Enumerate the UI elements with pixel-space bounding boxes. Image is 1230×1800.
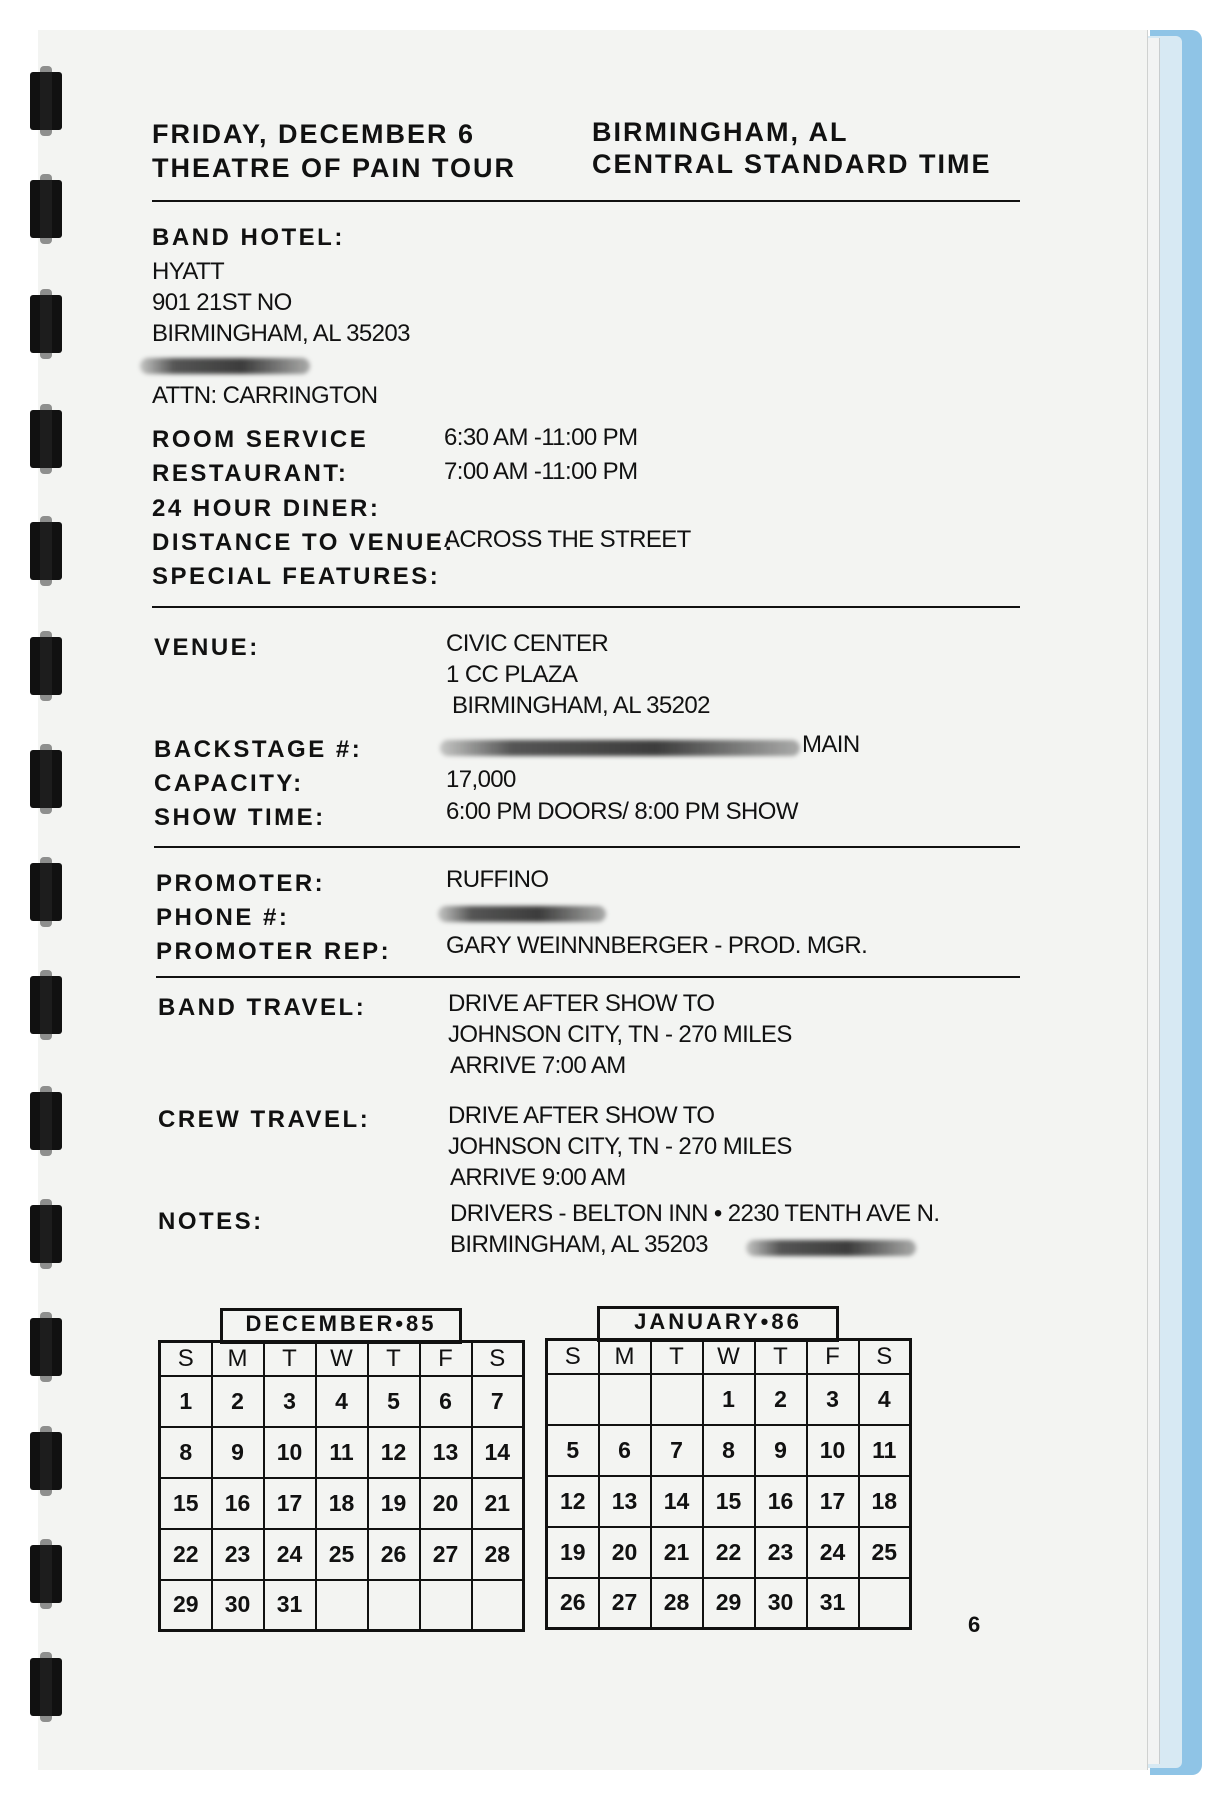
calendar-day: 13 — [420, 1427, 472, 1478]
calendar-day: 7 — [651, 1425, 703, 1476]
weekday-header: M — [212, 1342, 264, 1376]
crew-travel-line-1: DRIVE AFTER SHOW TO — [448, 1102, 715, 1129]
header-date: FRIDAY, DECEMBER 6 — [152, 119, 476, 149]
weekday-header: M — [599, 1340, 651, 1374]
promoter-name: RUFFINO — [446, 866, 549, 893]
december-calendar — [158, 1340, 525, 1632]
binding-ring — [30, 1432, 62, 1490]
venue-address-1: 1 CC PLAZA — [446, 661, 578, 688]
weekday-header: S — [547, 1340, 599, 1374]
calendar-day: 15 — [160, 1478, 212, 1529]
calendar-day: 12 — [368, 1427, 420, 1478]
calendar-day: 25 — [316, 1529, 368, 1580]
calendar-day — [859, 1578, 911, 1629]
calendar-day: 30 — [755, 1578, 807, 1629]
calendar-day: 2 — [212, 1376, 264, 1427]
weekday-header: W — [703, 1340, 755, 1374]
distance-label: DISTANCE TO VENUE: — [152, 529, 455, 556]
calendar-day: 23 — [755, 1527, 807, 1578]
calendar-day — [547, 1374, 599, 1425]
calendar-week — [547, 1374, 911, 1425]
calendar-day: 22 — [703, 1527, 755, 1578]
calendar-day: 22 — [160, 1529, 212, 1580]
calendar-day: 23 — [212, 1529, 264, 1580]
capacity-label: CAPACITY: — [154, 770, 304, 797]
crew-travel-line-3: ARRIVE 9:00 AM — [450, 1164, 626, 1191]
calendar-day: 1 — [160, 1376, 212, 1427]
calendar-day: 11 — [316, 1427, 368, 1478]
calendar-day: 24 — [264, 1529, 316, 1580]
december-calendar-title: DECEMBER•85 — [220, 1308, 462, 1344]
binding-ring — [30, 72, 62, 130]
calendar-day: 14 — [651, 1476, 703, 1527]
calendar-day: 25 — [859, 1527, 911, 1578]
calendar-day: 3 — [807, 1374, 859, 1425]
binding-ring — [30, 750, 62, 808]
notes-line-2: BIRMINGHAM, AL 35203 — [450, 1231, 708, 1258]
calendar-day: 27 — [420, 1529, 472, 1580]
calendar-day: 13 — [599, 1476, 651, 1527]
calendar-week — [160, 1580, 524, 1631]
promoter-label: PROMOTER: — [156, 870, 326, 897]
calendar-day: 10 — [264, 1427, 316, 1478]
calendar-day: 29 — [160, 1580, 212, 1631]
promoter-rep-value: GARY WEINNNBERGER - PROD. MGR. — [446, 932, 868, 959]
distance-value: ACROSS THE STREET — [444, 526, 691, 553]
calendar-day: 17 — [807, 1476, 859, 1527]
calendar-day: 2 — [755, 1374, 807, 1425]
calendar-day — [472, 1580, 524, 1631]
calendar-day: 19 — [547, 1527, 599, 1578]
binding-ring — [30, 295, 62, 353]
calendar-day: 7 — [472, 1376, 524, 1427]
calendar-day: 30 — [212, 1580, 264, 1631]
special-features-label: SPECIAL FEATURES: — [152, 563, 441, 590]
calendar-day: 11 — [859, 1425, 911, 1476]
calendar-day: 9 — [212, 1427, 264, 1478]
binding-ring — [30, 522, 62, 580]
page-number: 6 — [968, 1612, 981, 1637]
calendar-day: 18 — [316, 1478, 368, 1529]
weekday-header: T — [264, 1342, 316, 1376]
calendar-day: 28 — [472, 1529, 524, 1580]
venue-label: VENUE: — [154, 634, 260, 661]
divider — [152, 606, 1020, 608]
calendar-week — [160, 1427, 524, 1478]
weekday-header: S — [472, 1342, 524, 1376]
calendar-day: 20 — [420, 1478, 472, 1529]
binding-ring — [30, 976, 62, 1034]
calendar-day: 12 — [547, 1476, 599, 1527]
calendar-day — [599, 1374, 651, 1425]
calendar-day: 4 — [316, 1376, 368, 1427]
calendar-day: 6 — [599, 1425, 651, 1476]
header-timezone: CENTRAL STANDARD TIME — [592, 149, 992, 179]
calendar-day: 10 — [807, 1425, 859, 1476]
calendar-day: 19 — [368, 1478, 420, 1529]
diner-label: 24 HOUR DINER: — [152, 495, 381, 522]
calendar-day: 5 — [368, 1376, 420, 1427]
calendar-day: 4 — [859, 1374, 911, 1425]
calendar-week — [160, 1376, 524, 1427]
crew-travel-label: CREW TRAVEL: — [158, 1106, 371, 1133]
header-city: BIRMINGHAM, AL — [592, 117, 849, 147]
band-travel-label: BAND TRAVEL: — [158, 994, 367, 1021]
hotel-name: HYATT — [152, 258, 225, 285]
weekday-header: W — [316, 1342, 368, 1376]
calendar-day: 16 — [212, 1478, 264, 1529]
backstage-line: MAIN — [802, 731, 860, 758]
calendar-day: 16 — [755, 1476, 807, 1527]
calendar-day: 17 — [264, 1478, 316, 1529]
binding-ring — [30, 180, 62, 238]
calendar-day: 28 — [651, 1578, 703, 1629]
header-tour: THEATRE OF PAIN TOUR — [152, 153, 516, 183]
weekday-header: F — [420, 1342, 472, 1376]
calendar-day: 3 — [264, 1376, 316, 1427]
capacity-value: 17,000 — [446, 766, 516, 793]
restaurant-label: RESTAURANT: — [152, 460, 349, 487]
january-calendar-title: JANUARY•86 — [597, 1306, 839, 1342]
calendar-day: 21 — [472, 1478, 524, 1529]
calendar-day: 31 — [807, 1578, 859, 1629]
calendar-day: 8 — [160, 1427, 212, 1478]
notes-label: NOTES: — [158, 1208, 264, 1235]
redacted-backstage-number — [440, 740, 800, 756]
calendar-day: 5 — [547, 1425, 599, 1476]
binding-ring — [30, 410, 62, 468]
calendar-week — [160, 1529, 524, 1580]
hotel-address-2: BIRMINGHAM, AL 35203 — [152, 320, 410, 347]
band-hotel-label: BAND HOTEL: — [152, 224, 345, 251]
redacted-promoter-phone — [438, 906, 606, 922]
restaurant-hours: 7:00 AM -11:00 PM — [444, 458, 638, 485]
divider — [154, 846, 1020, 848]
weekday-header: S — [859, 1340, 911, 1374]
binding-ring — [30, 1318, 62, 1376]
calendar-day: 1 — [703, 1374, 755, 1425]
calendar-day — [420, 1580, 472, 1631]
calendar-day: 18 — [859, 1476, 911, 1527]
calendar-week — [547, 1578, 911, 1629]
calendar-day: 31 — [264, 1580, 316, 1631]
calendar-week — [547, 1425, 911, 1476]
binding-ring — [30, 1205, 62, 1263]
hotel-attn: ATTN: CARRINGTON — [152, 382, 378, 409]
redacted-notes-phone — [746, 1240, 916, 1256]
binding-ring — [30, 1092, 62, 1150]
room-service-label: ROOM SERVICE — [152, 426, 369, 453]
binding-ring — [30, 637, 62, 695]
calendar-day: 8 — [703, 1425, 755, 1476]
binding-ring — [30, 1545, 62, 1603]
weekday-header: T — [651, 1340, 703, 1374]
weekday-header: S — [160, 1342, 212, 1376]
notes-line-1: DRIVERS - BELTON INN • 2230 TENTH AVE N. — [450, 1200, 940, 1227]
calendar-day: 26 — [368, 1529, 420, 1580]
promoter-rep-label: PROMOTER REP: — [156, 938, 392, 965]
calendar-week — [160, 1478, 524, 1529]
binding-ring — [30, 1658, 62, 1716]
venue-name: CIVIC CENTER — [446, 630, 609, 657]
calendar-day: 14 — [472, 1427, 524, 1478]
show-time-value: 6:00 PM DOORS/ 8:00 PM SHOW — [446, 798, 798, 825]
calendar-day: 24 — [807, 1527, 859, 1578]
binding-ring — [30, 863, 62, 921]
divider — [152, 200, 1020, 202]
redacted-phone — [140, 358, 310, 374]
calendar-day: 27 — [599, 1578, 651, 1629]
calendar-day: 6 — [420, 1376, 472, 1427]
calendar-day: 15 — [703, 1476, 755, 1527]
venue-address-2: BIRMINGHAM, AL 35202 — [452, 692, 710, 719]
calendar-day — [316, 1580, 368, 1631]
crew-travel-line-2: JOHNSON CITY, TN - 270 MILES — [448, 1133, 792, 1160]
band-travel-line-3: ARRIVE 7:00 AM — [450, 1052, 626, 1079]
calendar-day: 9 — [755, 1425, 807, 1476]
backstage-label: BACKSTAGE #: — [154, 736, 363, 763]
calendar-day — [651, 1374, 703, 1425]
phone-label: PHONE #: — [156, 904, 290, 931]
divider — [156, 976, 1020, 978]
calendar-day: 29 — [703, 1578, 755, 1629]
band-travel-line-2: JOHNSON CITY, TN - 270 MILES — [448, 1021, 792, 1048]
calendar-day: 26 — [547, 1578, 599, 1629]
weekday-header: T — [368, 1342, 420, 1376]
calendar-day: 20 — [599, 1527, 651, 1578]
calendar-day — [368, 1580, 420, 1631]
weekday-header: T — [755, 1340, 807, 1374]
band-travel-line-1: DRIVE AFTER SHOW TO — [448, 990, 715, 1017]
show-time-label: SHOW TIME: — [154, 804, 326, 831]
calendar-week — [547, 1476, 911, 1527]
calendar-day: 21 — [651, 1527, 703, 1578]
hotel-address-1: 901 21ST NO — [152, 289, 292, 316]
weekday-header: F — [807, 1340, 859, 1374]
room-service-hours: 6:30 AM -11:00 PM — [444, 424, 638, 451]
january-calendar — [545, 1338, 912, 1630]
calendar-week — [547, 1527, 911, 1578]
